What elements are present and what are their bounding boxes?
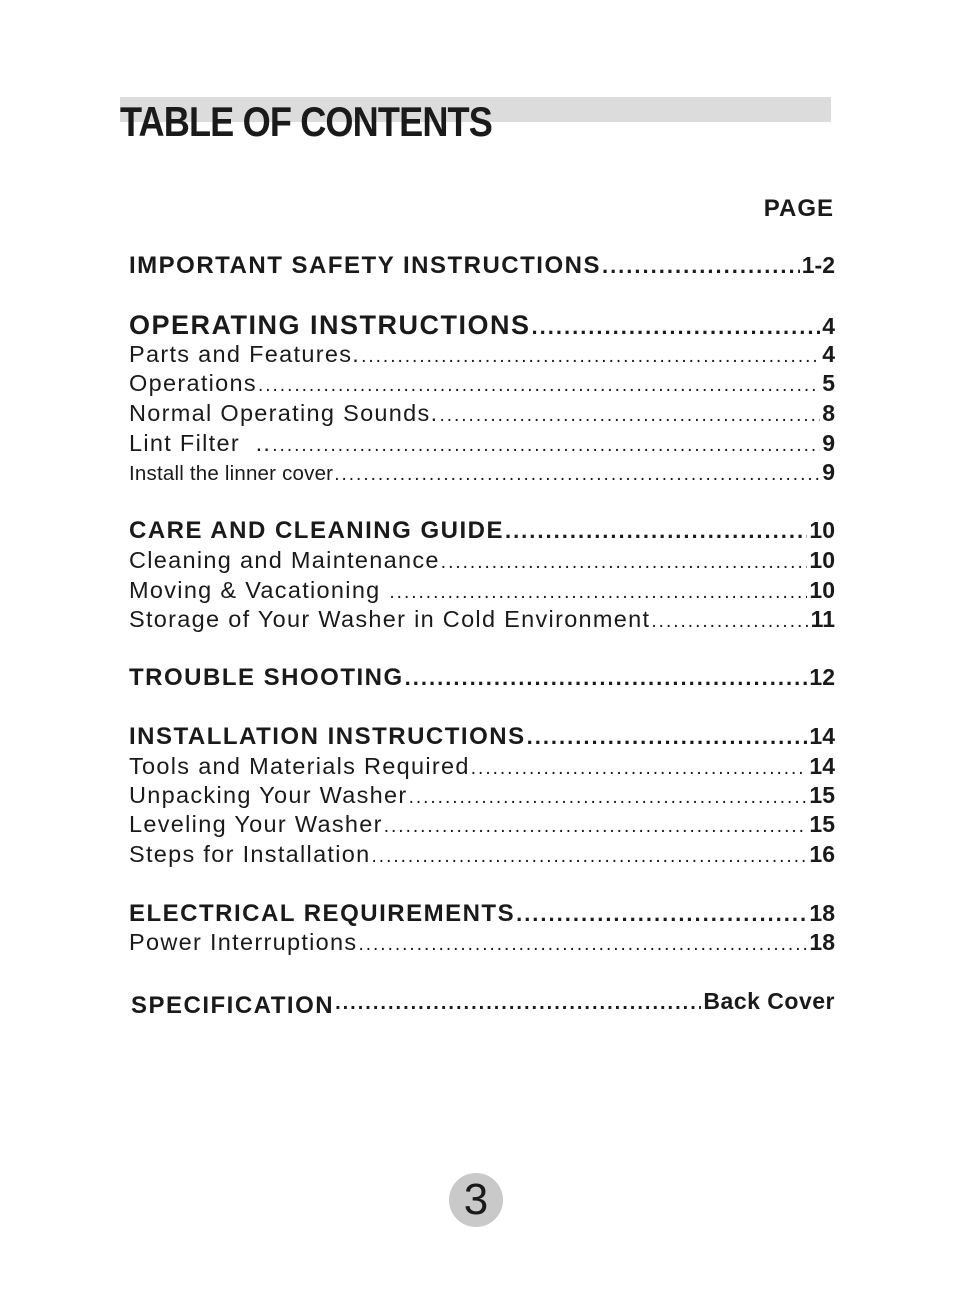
toc-page: 10 bbox=[809, 517, 835, 543]
toc-label: Storage of Your Washer in Cold Environment bbox=[129, 606, 651, 632]
toc-leader bbox=[409, 787, 808, 809]
toc-page: 5 bbox=[822, 370, 835, 396]
toc-section-electrical bbox=[129, 900, 835, 930]
toc-page: Back Cover bbox=[703, 988, 835, 1014]
toc-leader bbox=[651, 611, 808, 633]
toc-section-troubleshooting bbox=[129, 664, 835, 694]
toc-label: Parts and Features. bbox=[129, 341, 361, 367]
toc-label: Power Interruptions bbox=[129, 929, 358, 955]
toc-page: 15 bbox=[809, 782, 835, 808]
toc-leader bbox=[516, 901, 807, 927]
toc-label: Install the linner cover bbox=[129, 462, 334, 485]
toc-leader bbox=[358, 934, 807, 956]
toc-label: CARE AND CLEANING GUIDE bbox=[129, 517, 504, 544]
toc-leader bbox=[532, 314, 821, 340]
toc-label: Moving & Vacationing bbox=[129, 577, 389, 603]
toc-page: 4 bbox=[822, 313, 835, 339]
toc-label: Lint Filter .. bbox=[129, 430, 272, 456]
toc-item-power bbox=[129, 929, 835, 959]
toc-page: 18 bbox=[809, 929, 835, 955]
toc-item-steps bbox=[129, 841, 835, 871]
toc-page: 10 bbox=[809, 577, 835, 603]
toc-page: 14 bbox=[809, 753, 835, 779]
toc-label: IMPORTANT SAFETY INSTRUCTIONS bbox=[129, 252, 601, 279]
toc-label: Tools and Materials Required bbox=[129, 753, 470, 779]
page-number-badge: 3 bbox=[449, 1173, 503, 1227]
toc-item-unpacking bbox=[129, 782, 835, 812]
toc-leader bbox=[334, 464, 820, 486]
toc-item-linner-cover bbox=[129, 459, 835, 489]
toc-label: SPECIFICATION bbox=[131, 992, 335, 1019]
toc-item-moving bbox=[129, 577, 835, 607]
toc-section-care bbox=[129, 517, 835, 547]
toc-item-storage bbox=[129, 606, 835, 636]
toc-page: 11 bbox=[810, 606, 835, 632]
toc-item-leveling bbox=[129, 811, 835, 841]
toc-item-cleaning bbox=[129, 547, 835, 577]
toc-leader bbox=[335, 992, 701, 1015]
toc-label: Steps for Installation bbox=[129, 841, 371, 867]
toc-label: Cleaning and Maintenance bbox=[129, 547, 440, 573]
toc-label: Unpacking Your Washer bbox=[129, 782, 408, 808]
toc-leader bbox=[272, 435, 820, 457]
toc-page: 15 bbox=[809, 811, 835, 837]
toc-section-safety bbox=[129, 252, 835, 282]
toc-item-parts bbox=[129, 341, 835, 371]
page-title: TABLE OF CONTENTS bbox=[120, 98, 492, 145]
toc-label: OPERATING INSTRUCTIONS bbox=[129, 310, 531, 340]
toc-page: 9 bbox=[822, 430, 835, 456]
toc-leader bbox=[405, 665, 808, 691]
toc-page: 18 bbox=[809, 900, 835, 926]
toc-item-operations bbox=[129, 370, 835, 400]
toc-label: Normal Operating Sounds. bbox=[129, 400, 439, 426]
toc-label: Operations bbox=[129, 370, 257, 396]
toc-leader bbox=[527, 724, 808, 750]
toc-leader bbox=[602, 253, 800, 279]
toc-leader bbox=[361, 346, 820, 368]
toc-leader bbox=[258, 375, 820, 397]
page-column-header: PAGE bbox=[763, 195, 834, 222]
toc-label: ELECTRICAL REQUIREMENTS bbox=[129, 900, 516, 927]
toc-leader bbox=[372, 846, 808, 868]
toc-item-sounds bbox=[129, 400, 835, 430]
toc-item-lint-filter bbox=[129, 430, 835, 460]
toc-page: 12 bbox=[809, 664, 835, 690]
toc-page: 14 bbox=[809, 723, 835, 749]
toc-leader bbox=[441, 552, 808, 574]
toc-page: 8 bbox=[822, 400, 835, 426]
toc-page: 4 bbox=[822, 341, 835, 367]
toc-label: Leveling Your Washer bbox=[129, 811, 383, 837]
toc-section-installation bbox=[129, 723, 835, 753]
toc-leader bbox=[439, 405, 820, 427]
toc-page: 1-2 bbox=[801, 252, 835, 278]
toc-label: INSTALLATION INSTRUCTIONS bbox=[129, 723, 526, 750]
toc-item-tools bbox=[129, 753, 835, 783]
toc-leader bbox=[389, 582, 807, 604]
toc-leader bbox=[384, 816, 808, 838]
toc-leader bbox=[471, 758, 808, 780]
toc-leader bbox=[505, 518, 807, 544]
toc-page: 10 bbox=[809, 547, 835, 573]
toc-label: TROUBLE SHOOTING bbox=[129, 664, 404, 691]
toc-section-operating bbox=[129, 310, 835, 340]
toc-page: 16 bbox=[809, 841, 835, 867]
toc-section-specification bbox=[131, 988, 835, 1022]
toc-page: 9 bbox=[822, 459, 835, 485]
